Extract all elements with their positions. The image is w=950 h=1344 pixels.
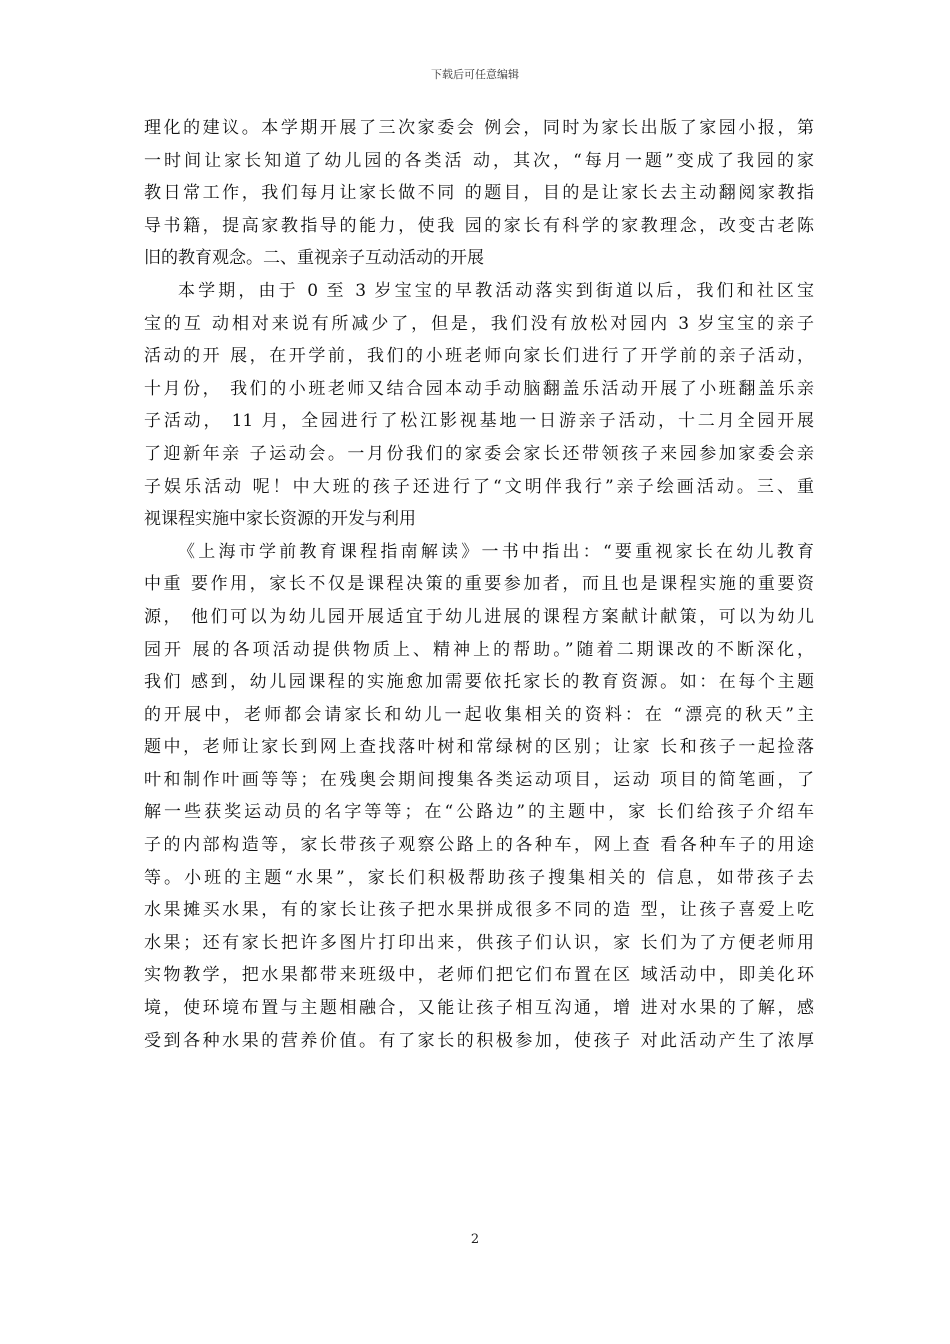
text-line: 我们 感到，幼儿园课程的实施愈加需要依托家长的教育资源。如：在每个主题 xyxy=(144,672,814,693)
text-line: 水果；还有家长把许多图片打印出来，供孩子们认识，家 长们为了方便老师用 xyxy=(144,932,814,953)
text-line: 十月份， 我们的小班老师又结合园本动手动脑翻盖乐活动开展了小班翻盖乐亲 xyxy=(144,378,814,399)
text-line: 水果摊买水果，有的家长让孩子把水果拼成很多不同的造 型，让孩子喜爱上吃 xyxy=(144,900,814,921)
text-line: 一时间让家长知道了幼儿园的各类活 动，其次，“每月一题”变成了我园的家 xyxy=(144,150,814,171)
text-line: 导书籍，提高家教指导的能力，使我 园的家长有科学的家教理念，改变古老陈 xyxy=(144,215,814,236)
text-line: 旧的教育观念。二、重视亲子互动活动的开展 xyxy=(144,248,484,269)
text-line: 的开展中，老师都会请家长和幼儿一起收集相关的资料：在 “漂亮的秋天”主 xyxy=(144,704,814,725)
page-header: 下载后可任意编辑 xyxy=(431,68,519,81)
text-line: 中重 要作用，家长不仅是课程决策的重要参加者，而且也是课程实施的重要资 xyxy=(144,574,814,595)
text-line: 子活动， 11 月，全园进行了松江影视基地一日游亲子活动，十二月全园开展 xyxy=(144,411,814,432)
page-number: 2 xyxy=(470,1232,480,1247)
text-line: 子的内部构造等，家长带孩子观察公路上的各种车，网上查 看各种车子的用途 xyxy=(144,835,814,856)
text-line: 题中，老师让家长到网上查找落叶树和常绿树的区别；让家 长和孩子一起捡落 xyxy=(144,737,814,758)
text-line: 了迎新年亲 子运动会。一月份我们的家委会家长还带领孩子来园参加家委会亲 xyxy=(144,443,814,464)
text-line: 《上海市学前教育课程指南解读》一书中指出：“要重视家长在幼儿教育 xyxy=(178,541,814,562)
text-line: 园开 展的各项活动提供物质上、精神上的帮助。”随着二期课改的不断深化， xyxy=(144,639,814,660)
text-line: 活动的开 展，在开学前，我们的小班老师向家长们进行了开学前的亲子活动， xyxy=(144,346,814,367)
text-line: 源， 他们可以为幼儿园开展适宜于幼儿进展的课程方案献计献策，可以为幼儿 xyxy=(144,606,814,627)
text-line: 叶和制作叶画等等；在残奥会期间搜集各类运动项目，运动 项目的简笔画，了 xyxy=(144,769,814,790)
text-line: 理化的建议。本学期开展了三次家委会 例会，同时为家长出版了家园小报，第 xyxy=(144,118,814,138)
document-body xyxy=(144,112,814,1057)
text-line: 实物教学，把水果都带来班级中，老师们把它们布置在区 域活动中，即美化环 xyxy=(144,965,814,986)
text-line: 解一些获奖运动员的名字等等；在“公路边”的主题中，家 长们给孩子介绍车 xyxy=(144,802,814,823)
text-line: 宝的互 动相对来说有所减少了，但是，我们没有放松对园内 3 岁宝宝的亲子 xyxy=(144,313,814,334)
text-line: 等。小班的主题“水果”，家长们积极帮助孩子搜集相关的 信息，如带孩子去 xyxy=(144,867,814,888)
text-line: 本学期，由于 0 至 3 岁宝宝的早教活动落实到街道以后，我们和社区宝 xyxy=(178,280,814,301)
text-line: 教日常工作，我们每月让家长做不同 的题目，目的是让家长去主动翻阅家教指 xyxy=(144,183,814,204)
text-line: 子娱乐活动 呢！中大班的孩子还进行了“文明伴我行”亲子绘画活动。三、重 xyxy=(144,476,814,497)
text-line: 受到各种水果的营养价值。有了家长的积极参加，使孩子 对此活动产生了浓厚 xyxy=(144,1030,814,1051)
text-line: 境，使环境布置与主题相融合，又能让孩子相互沟通，增 进对水果的了解，感 xyxy=(144,998,814,1019)
text-line: 视课程实施中家长资源的开发与利用 xyxy=(144,509,416,530)
